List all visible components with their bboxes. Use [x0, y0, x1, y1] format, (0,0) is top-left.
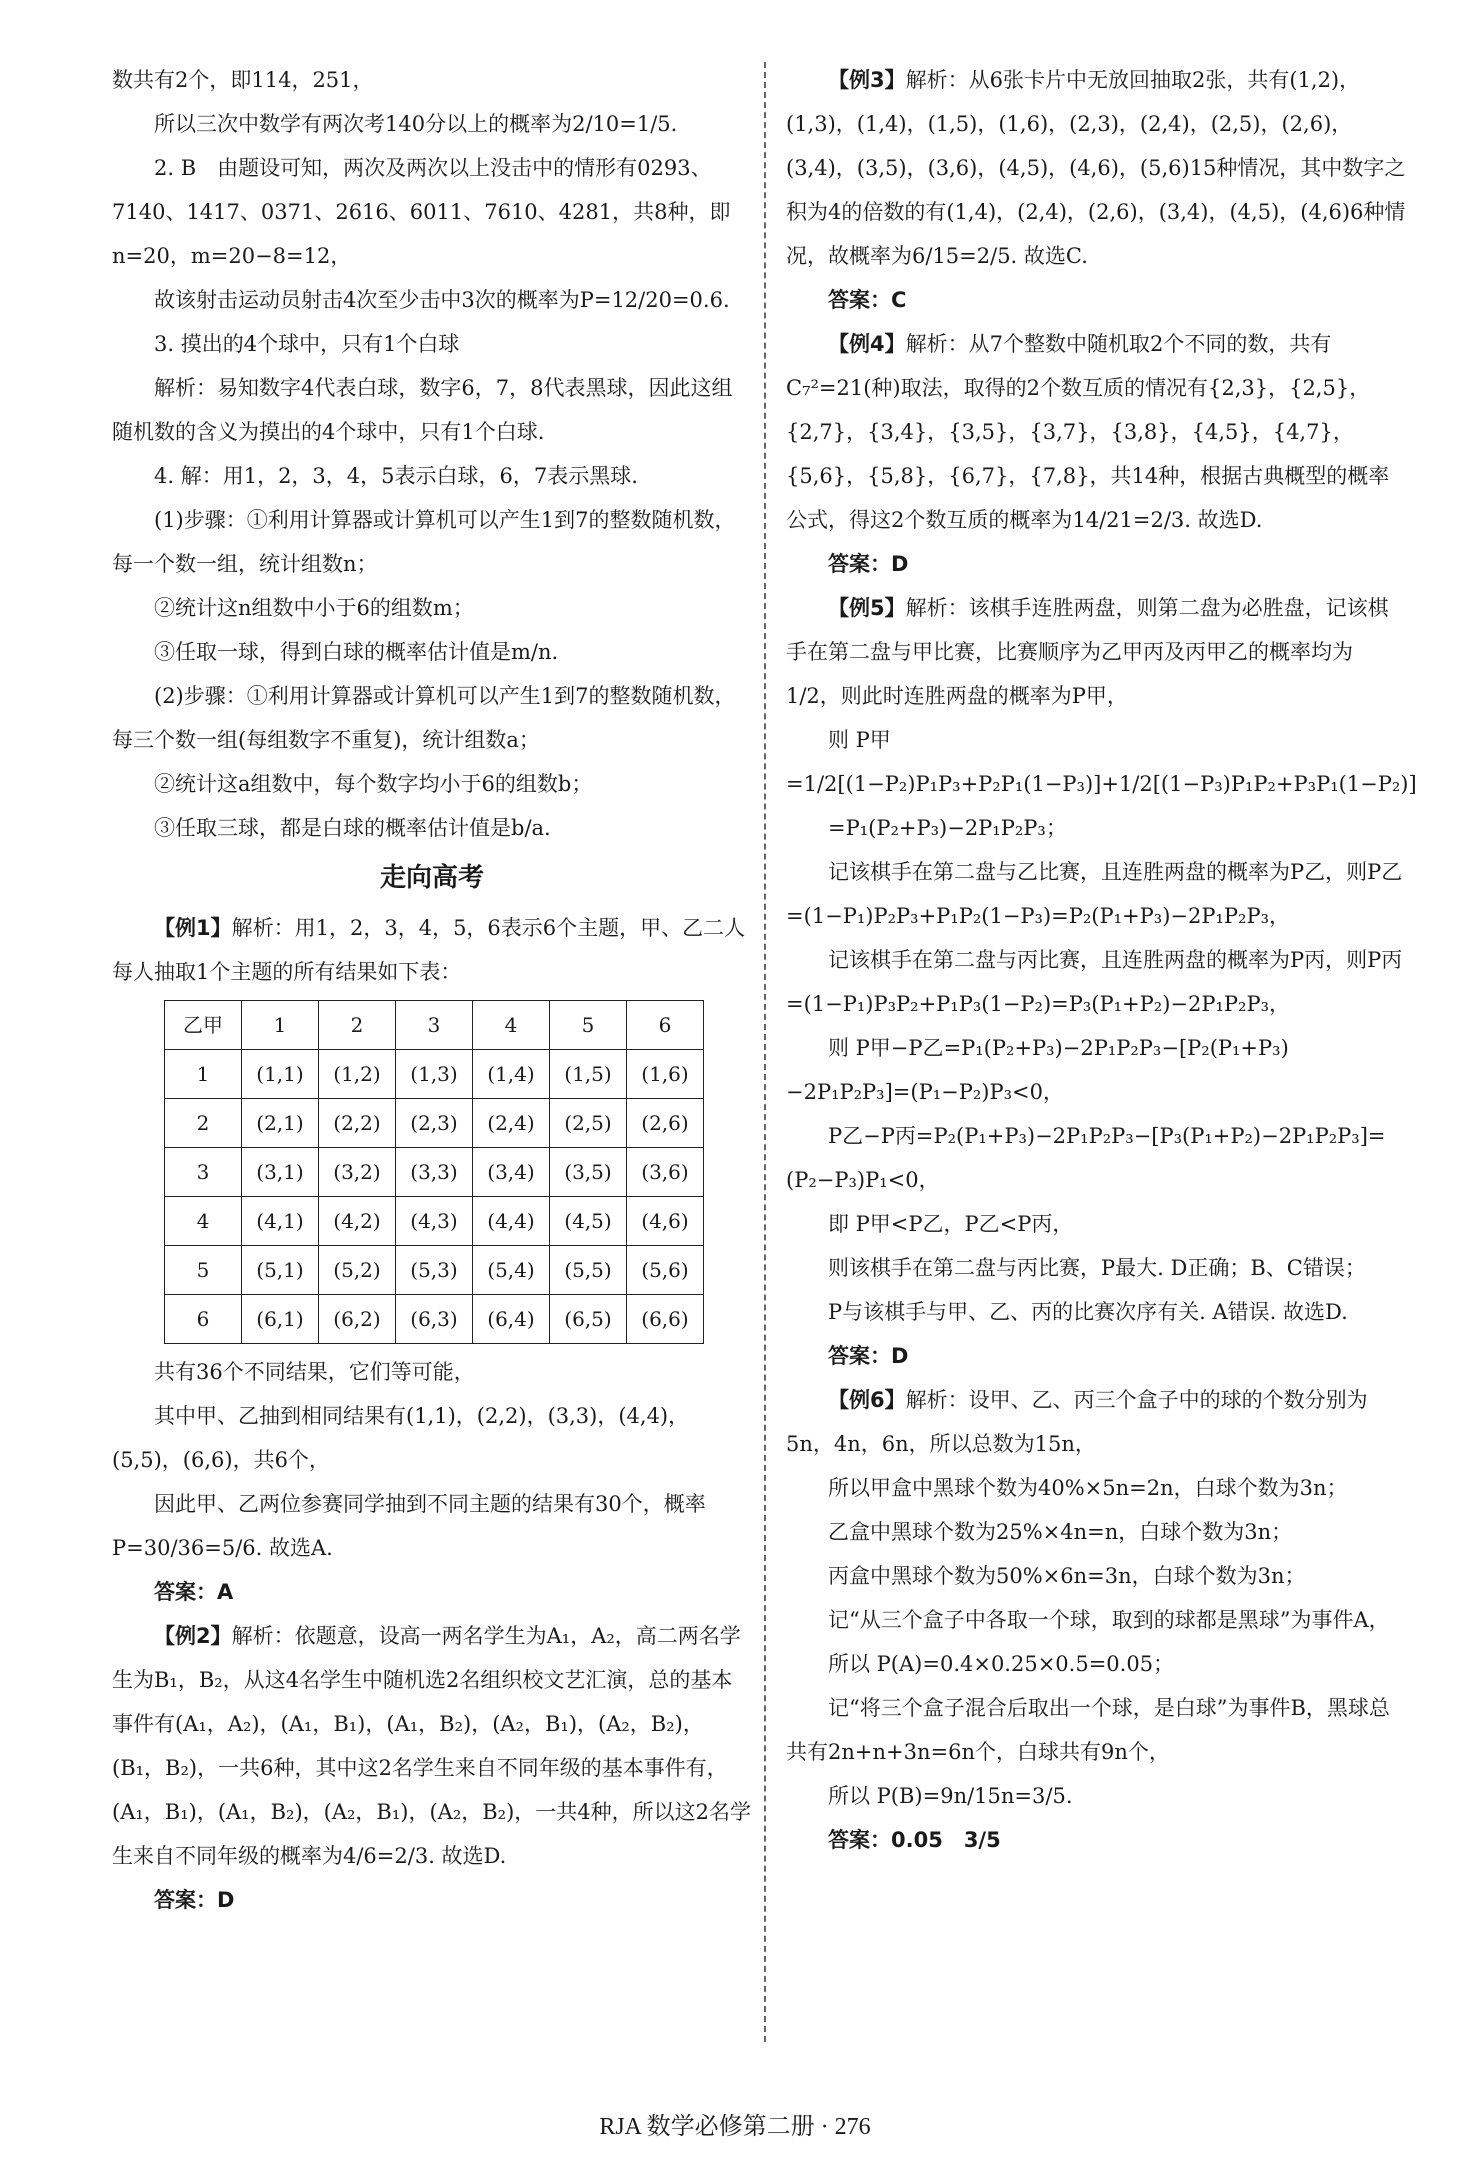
ex4-answer-text: 答案：D: [828, 552, 909, 576]
table-cell: 3: [165, 1148, 242, 1197]
ex5-answer-text: 答案：D: [828, 1344, 909, 1368]
page-footer: RJA 数学必修第二册 · 276: [599, 2114, 871, 2140]
table-cell: 2: [165, 1099, 242, 1148]
ex5-l3-text: 记该棋手在第二盘与乙比赛，且连胜两盘的概率为P乙，则P乙=(1−P₁)P₂P₃+P₁P₂(1−P₃)=P₂(P₁+P₃)−2P₁P₂P₃，: [786, 860, 1403, 928]
ex6-l2: [786, 1510, 1406, 1554]
table-cell: (3,2): [319, 1148, 396, 1197]
table-cell: (4,4): [473, 1197, 550, 1246]
table-cell: (1,4): [473, 1050, 550, 1099]
table-cell: (5,2): [319, 1246, 396, 1295]
table-row: [165, 1050, 704, 1099]
cont-line-1: 数共有2个，即114，251，: [112, 68, 374, 92]
ex5-answer: [786, 1334, 1406, 1378]
ex3-text: 解析：从6张卡片中无放回抽取2张，共有(1,2)，(1,3)，(1,4)，(1,5)，(1,6)，(2,3)，(2,4)，(2,5)，(2,6)，(3,4)，(3,5)，(3,6)，(4,5)，(4,6)，(5,6)15种情况，其中数字之积为4的倍数的有(1,4)，(2,4)，(2,6)，(3,4)，(4,5)，(4,6)6种情况，故概率为6/15=2/5. 故选C.: [786, 68, 1406, 268]
table-row: [165, 1099, 704, 1148]
table-cell: (4,5): [550, 1197, 627, 1246]
example-2: [112, 1614, 752, 1878]
ex6-answer: [786, 1818, 1406, 1862]
table-cell: 5: [165, 1246, 242, 1295]
table-cell: (1,2): [319, 1050, 396, 1099]
ex3-label: 【例3】: [828, 68, 906, 92]
table-row: [165, 1197, 704, 1246]
table-cell: (3,5): [550, 1148, 627, 1197]
cont-line-2: 所以三次中数学有两次考140分以上的概率为2/10=1/5.: [154, 112, 678, 136]
table-cell: (4,3): [396, 1197, 473, 1246]
table-cell: (5,6): [627, 1246, 704, 1295]
ex5-l3: [786, 850, 1406, 938]
table-header-cell: 1: [242, 1001, 319, 1050]
table-cell: (4,2): [319, 1197, 396, 1246]
table-cell: 4: [165, 1197, 242, 1246]
table-cell: (5,4): [473, 1246, 550, 1295]
table-cell: (2,6): [627, 1099, 704, 1148]
ex6-l7: [786, 1774, 1406, 1818]
ex5-l5-text: 则 P甲−P乙=P₁(P₂+P₃)−2P₁P₂P₃−[P₂(P₁+P₃)−2P₁P₂P₃]=(P₁−P₂)P₃<0，: [786, 1036, 1289, 1104]
table-cell: (5,1): [242, 1246, 319, 1295]
ex3-answer: [786, 278, 1406, 322]
ex6: [786, 1378, 1406, 1466]
column-divider: [764, 62, 766, 2042]
example-1-text: 解析：用1，2，3，4，5，6表示6个主题，甲、乙二人每人抽取1个主题的所有结果如下表：: [112, 916, 746, 984]
table-cell: (2,1): [242, 1099, 319, 1148]
table-cell: 1: [165, 1050, 242, 1099]
table-cell: (3,1): [242, 1148, 319, 1197]
table-cell: (1,5): [550, 1050, 627, 1099]
example-2-label: 【例2】: [154, 1624, 232, 1648]
ex5-l2: [786, 806, 1406, 850]
table-cell: (5,3): [396, 1246, 473, 1295]
ex5: [786, 586, 1406, 718]
table-cell: (2,3): [396, 1099, 473, 1148]
table-cell: (2,4): [473, 1099, 550, 1148]
ans-4-5: ②统计这a组数中，每个数字均小于6的组数b；: [154, 772, 593, 796]
ans-2: 2. B 由题设可知，两次及两次以上没击中的情形有0293、7140、1417、0371、2616、6011、7610、4281，共8种，即n=20，m=20−8=12，: [112, 156, 731, 268]
ex6-l6-text: 记“将三个盒子混合后取出一个球，是白球”为事件B，黑球总共有2n+n+3n=6n个，白球共有9n个，: [786, 1696, 1390, 1764]
table-cell: (6,5): [550, 1295, 627, 1344]
ex6-l3: [786, 1554, 1406, 1598]
table-cell: (3,3): [396, 1148, 473, 1197]
ex5-l6-text: P乙−P丙=P₂(P₁+P₃)−2P₁P₂P₃−[P₃(P₁+P₂)−2P₁P₂P₃]=(P₂−P₃)P₁<0，: [786, 1124, 1386, 1192]
ex6-l2-text: 乙盒中黑球个数为25%×4n=n，白球个数为3n；: [828, 1520, 1293, 1544]
ex4: [786, 322, 1406, 542]
ans-2b: 故该射击运动员射击4次至少击中3次的概率为P=12/20=0.6.: [154, 288, 730, 312]
example-1-label: 【例1】: [154, 916, 232, 940]
ans-4-2: ②统计这n组数中小于6的组数m；: [154, 596, 474, 620]
ex5-l7: [786, 1202, 1406, 1246]
ex6-text: 解析：设甲、乙、丙三个盒子中的球的个数分别为5n，4n，6n，所以总数为15n，: [786, 1388, 1368, 1456]
outcome-table: [164, 1000, 704, 1344]
ex5-l8-text: 则该棋手在第二盘与丙比赛，P最大. D正确；B、C错误；: [828, 1256, 1366, 1280]
example-2-answer: 答案：D: [154, 1888, 235, 1912]
table-cell: 6: [165, 1295, 242, 1344]
example-1: [112, 906, 752, 994]
table-cell: (4,6): [627, 1197, 704, 1246]
ex4-answer: [786, 542, 1406, 586]
example-1-line: 其中甲、乙抽到相同结果有(1,1)，(2,2)，(3,3)，(4,4)，(5,5)，(6,6)，共6个，: [112, 1404, 690, 1472]
ex5-l9-text: P与该棋手与甲、乙、丙的比赛次序有关. A错误. 故选D.: [828, 1300, 1348, 1324]
ex5-l5: [786, 1026, 1406, 1114]
table-row: [165, 1148, 704, 1197]
table-row: [165, 1295, 704, 1344]
ex4-text: 解析：从7个整数中随机取2个不同的数，共有C₇²=21(种)取法，取得的2个数互质的情况有{2,3}，{2,5}，{2,7}，{3,4}，{3,5}，{3,7}，{3,8}，{4,5}，{4,7}，{5,6}，{5,8}，{6,7}，{7,8}，共14种，根据古典概型的概率公式，得这2个数互质的概率为14/21=2/3. 故选D.: [786, 332, 1390, 532]
table-cell: (5,5): [550, 1246, 627, 1295]
ex6-label: 【例6】: [828, 1388, 906, 1412]
ans-4-6: ③任取三球，都是白球的概率估计值是b/a.: [154, 816, 551, 840]
table-header-cell: 5: [550, 1001, 627, 1050]
ans-4-1: (1)步骤：①利用计算器或计算机可以产生1到7的整数随机数，每一个数一组，统计组数n；: [112, 508, 736, 576]
table-cell: (1,6): [627, 1050, 704, 1099]
ex5-l1-text: 则 P甲=1/2[(1−P₂)P₁P₃+P₂P₁(1−P₃)]+1/2[(1−P₃)P₁P₂+P₃P₁(1−P₂)]: [786, 728, 1417, 796]
table-cell: (6,6): [627, 1295, 704, 1344]
table-cell: (3,4): [473, 1148, 550, 1197]
table-cell: (1,3): [396, 1050, 473, 1099]
table-header-cell: 4: [473, 1001, 550, 1050]
table-cell: (2,5): [550, 1099, 627, 1148]
ex5-label: 【例5】: [828, 596, 906, 620]
table-cell: (6,3): [396, 1295, 473, 1344]
ans-3b: 解析：易知数字4代表白球，数字6，7，8代表黑球，因此这组随机数的含义为摸出的4个球中，只有1个白球.: [112, 376, 733, 444]
ex5-l1: [786, 718, 1417, 806]
table-row: [165, 1246, 704, 1295]
example-1-line: 因此甲、乙两位参赛同学抽到不同主题的结果有30个，概率P=30/36=5/6. 故选A.: [112, 1492, 706, 1560]
table-cell: (2,2): [319, 1099, 396, 1148]
table-header-cell: 6: [627, 1001, 704, 1050]
ex6-l4-text: 记“从三个盒子中各取一个球，取到的球都是黑球”为事件A，: [828, 1608, 1390, 1632]
example-2-text: 解析：依题意，设高一两名学生为A₁，A₂，高二两名学生为B₁，B₂，从这4名学生中随机选2名组织校文艺汇演，总的基本事件有(A₁，A₂)，(A₁，B₁)，(A₁，B₂)，(A₂，B₁)，(A₂，B₂)，(B₁，B₂)，一共6种，其中这2名学生来自不同年级的基本事件有，(A₁，B₁)，(A₁，B₂)，(A₂，B₁)，(A₂，B₂)，一共4种，所以这2名学生来自不同年级的概率为4/6=2/3. 故选D.: [112, 1624, 752, 1868]
ex5-l6: [786, 1114, 1406, 1202]
table-cell: (6,4): [473, 1295, 550, 1344]
ans-4-4: (2)步骤：①利用计算器或计算机可以产生1到7的整数随机数，每三个数一组(每组数字不重复)，统计组数a；: [112, 684, 736, 752]
ans-3: 3. 摸出的4个球中，只有1个白球: [154, 332, 460, 356]
ex6-l6: [786, 1686, 1406, 1774]
ex6-l1-text: 所以甲盒中黑球个数为40%×5n=2n，白球个数为3n；: [828, 1476, 1348, 1500]
table-cell: (1,1): [242, 1050, 319, 1099]
table-cell: (4,1): [242, 1197, 319, 1246]
table-cell: (6,2): [319, 1295, 396, 1344]
ans-4: 4. 解：用1，2，3，4，5表示白球，6，7表示黑球.: [154, 464, 638, 488]
ex5-l7-text: 即 P甲<P乙，P乙<P丙，: [828, 1212, 1074, 1236]
example-1-line: 共有36个不同结果，它们等可能，: [154, 1360, 475, 1384]
ans-4-3: ③任取一球，得到白球的概率估计值是m/n.: [154, 640, 559, 664]
ex4-label: 【例4】: [828, 332, 906, 356]
table-cell: (3,6): [627, 1148, 704, 1197]
example-1-answer: 答案：A: [154, 1580, 234, 1604]
left-column: [112, 58, 752, 1922]
ex6-l5-text: 所以 P(A)=0.4×0.25×0.5=0.05；: [828, 1652, 1175, 1676]
section-title: 走向高考: [379, 863, 484, 893]
ex6-l1: [786, 1466, 1406, 1510]
ex6-l7-text: 所以 P(B)=9n/15n=3/5.: [828, 1784, 1073, 1808]
table-header-cell: 2: [319, 1001, 396, 1050]
ex5-l4: [786, 938, 1406, 1026]
ex6-answer-text: 答案：0.05 3/5: [828, 1828, 1001, 1852]
ex5-l8: [786, 1246, 1406, 1290]
table-cell: (6,1): [242, 1295, 319, 1344]
ex5-l4-text: 记该棋手在第二盘与丙比赛，且连胜两盘的概率为P丙，则P丙=(1−P₁)P₃P₂+P₁P₃(1−P₂)=P₃(P₁+P₂)−2P₁P₂P₃，: [786, 948, 1403, 1016]
ex5-text: 解析：该棋手连胜两盘，则第二盘为必胜盘，记该棋手在第二盘与甲比赛，比赛顺序为乙甲丙及丙甲乙的概率均为1/2，则此时连胜两盘的概率为P甲，: [786, 596, 1389, 708]
ex6-l3-text: 丙盒中黑球个数为50%×6n=3n，白球个数为3n；: [828, 1564, 1306, 1588]
ex5-l2-text: =P₁(P₂+P₃)−2P₁P₂P₃；: [828, 816, 1067, 840]
ex3-answer-text: 答案：C: [828, 288, 907, 312]
right-column: [786, 58, 1417, 1862]
ex6-l5: [786, 1642, 1406, 1686]
table-header-row: [165, 1001, 704, 1050]
ex6-l4: [786, 1598, 1406, 1642]
ex5-l9: [786, 1290, 1406, 1334]
ex3: [786, 58, 1406, 278]
table-corner: 乙甲: [165, 1001, 242, 1050]
table-header-cell: 3: [396, 1001, 473, 1050]
